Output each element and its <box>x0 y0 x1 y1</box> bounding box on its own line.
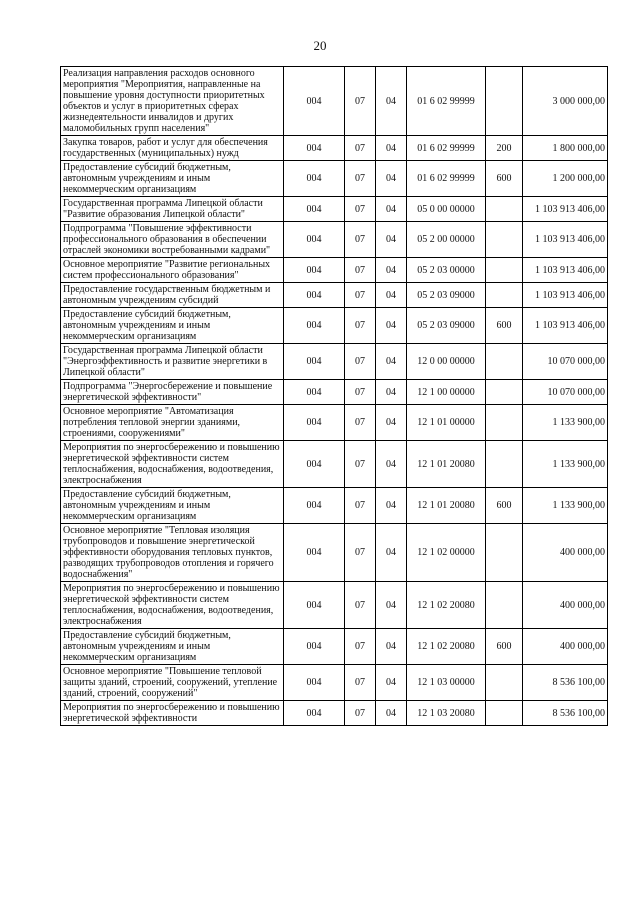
amount-cell: 1 103 913 406,00 <box>523 222 608 258</box>
subsection-code-cell: 04 <box>376 283 407 308</box>
ministry-code-cell: 004 <box>284 136 345 161</box>
subsection-code-cell: 04 <box>376 67 407 136</box>
section-code-cell: 07 <box>345 308 376 344</box>
target-article-code-cell: 05 2 03 00000 <box>407 258 486 283</box>
ministry-code-cell: 004 <box>284 308 345 344</box>
item-name-cell: Подпрограмма "Энергосбережение и повышение энергетической эффективности" <box>61 380 284 405</box>
expense-type-code-cell: 200 <box>486 136 523 161</box>
item-name-cell: Государственная программа Липецкой области "Энергоэффективность и развитие энергетики в Липецкой области" <box>61 344 284 380</box>
ministry-code-cell: 004 <box>284 283 345 308</box>
budget-table <box>60 66 608 726</box>
item-name-cell: Предоставление субсидий бюджетным, автономным учреждениям и иным некоммерческим организациям <box>61 488 284 524</box>
item-name-cell: Предоставление субсидий бюджетным, автономным учреждениям и иным некоммерческим организациям <box>61 308 284 344</box>
table-row <box>61 197 608 222</box>
subsection-code-cell: 04 <box>376 488 407 524</box>
expense-type-code-cell <box>486 582 523 629</box>
amount-cell: 400 000,00 <box>523 582 608 629</box>
section-code-cell: 07 <box>345 665 376 701</box>
item-name-cell: Основное мероприятие "Автоматизация потребления тепловой энергии зданиями, строениями, сооружениями" <box>61 405 284 441</box>
expense-type-code-cell <box>486 701 523 726</box>
amount-cell: 8 536 100,00 <box>523 701 608 726</box>
section-code-cell: 07 <box>345 405 376 441</box>
amount-cell: 1 200 000,00 <box>523 161 608 197</box>
ministry-code-cell: 004 <box>284 629 345 665</box>
subsection-code-cell: 04 <box>376 197 407 222</box>
subsection-code-cell: 04 <box>376 344 407 380</box>
item-name-cell: Предоставление субсидий бюджетным, автономным учреждениям и иным некоммерческим организациям <box>61 161 284 197</box>
ministry-code-cell: 004 <box>284 344 345 380</box>
expense-type-code-cell <box>486 441 523 488</box>
section-code-cell: 07 <box>345 222 376 258</box>
amount-cell: 1 133 900,00 <box>523 488 608 524</box>
expense-type-code-cell <box>486 67 523 136</box>
item-name-cell: Подпрограмма "Повышение эффективности профессионального образования в обеспечении отраслей экономики востребованными кадрами" <box>61 222 284 258</box>
table-row <box>61 308 608 344</box>
ministry-code-cell: 004 <box>284 222 345 258</box>
ministry-code-cell: 004 <box>284 67 345 136</box>
target-article-code-cell: 05 2 00 00000 <box>407 222 486 258</box>
item-name-cell: Мероприятия по энергосбережению и повышению энергетической эффективности <box>61 701 284 726</box>
section-code-cell: 07 <box>345 67 376 136</box>
item-name-cell: Предоставление государственным бюджетным и автономным учреждениям субсидий <box>61 283 284 308</box>
item-name-cell: Предоставление субсидий бюджетным, автономным учреждениям и иным некоммерческим организациям <box>61 629 284 665</box>
ministry-code-cell: 004 <box>284 161 345 197</box>
expense-type-code-cell <box>486 380 523 405</box>
table-row <box>61 488 608 524</box>
subsection-code-cell: 04 <box>376 380 407 405</box>
item-name-cell: Мероприятия по энергосбережению и повышению энергетической эффективности систем теплоснабжения, водоснабжения, водоотведения, электроснабжения <box>61 582 284 629</box>
item-name-cell: Закупка товаров, работ и услуг для обеспечения государственных (муниципальных) нужд <box>61 136 284 161</box>
subsection-code-cell: 04 <box>376 136 407 161</box>
expense-type-code-cell <box>486 524 523 582</box>
amount-cell: 1 103 913 406,00 <box>523 258 608 283</box>
table-row <box>61 405 608 441</box>
section-code-cell: 07 <box>345 380 376 405</box>
expense-type-code-cell <box>486 258 523 283</box>
subsection-code-cell: 04 <box>376 161 407 197</box>
amount-cell: 3 000 000,00 <box>523 67 608 136</box>
expense-type-code-cell: 600 <box>486 629 523 665</box>
expense-type-code-cell: 600 <box>486 488 523 524</box>
amount-cell: 1 800 000,00 <box>523 136 608 161</box>
expense-type-code-cell <box>486 222 523 258</box>
section-code-cell: 07 <box>345 283 376 308</box>
item-name-cell: Государственная программа Липецкой области "Развитие образования Липецкой области" <box>61 197 284 222</box>
table-row <box>61 582 608 629</box>
table-row <box>61 161 608 197</box>
subsection-code-cell: 04 <box>376 582 407 629</box>
subsection-code-cell: 04 <box>376 258 407 283</box>
target-article-code-cell: 01 6 02 99999 <box>407 67 486 136</box>
budget-table-body <box>61 67 608 726</box>
expense-type-code-cell <box>486 405 523 441</box>
target-article-code-cell: 12 1 01 00000 <box>407 405 486 441</box>
amount-cell: 400 000,00 <box>523 629 608 665</box>
subsection-code-cell: 04 <box>376 524 407 582</box>
subsection-code-cell: 04 <box>376 222 407 258</box>
amount-cell: 1 103 913 406,00 <box>523 197 608 222</box>
target-article-code-cell: 12 1 02 00000 <box>407 524 486 582</box>
section-code-cell: 07 <box>345 344 376 380</box>
section-code-cell: 07 <box>345 524 376 582</box>
ministry-code-cell: 004 <box>284 582 345 629</box>
subsection-code-cell: 04 <box>376 701 407 726</box>
expense-type-code-cell: 600 <box>486 308 523 344</box>
target-article-code-cell: 12 1 00 00000 <box>407 380 486 405</box>
ministry-code-cell: 004 <box>284 441 345 488</box>
section-code-cell: 07 <box>345 197 376 222</box>
expense-type-code-cell: 600 <box>486 161 523 197</box>
target-article-code-cell: 12 1 02 20080 <box>407 582 486 629</box>
item-name-cell: Основное мероприятие "Тепловая изоляция трубопроводов и повышение энергетической эффективности оборудования тепловых пунктов, разводящих трубопроводов отопления и горячего водоснабжения" <box>61 524 284 582</box>
ministry-code-cell: 004 <box>284 524 345 582</box>
section-code-cell: 07 <box>345 161 376 197</box>
table-row <box>61 665 608 701</box>
expense-type-code-cell <box>486 283 523 308</box>
target-article-code-cell: 12 1 01 20080 <box>407 441 486 488</box>
ministry-code-cell: 004 <box>284 405 345 441</box>
amount-cell: 1 133 900,00 <box>523 441 608 488</box>
target-article-code-cell: 12 1 02 20080 <box>407 629 486 665</box>
table-row <box>61 67 608 136</box>
table-row <box>61 136 608 161</box>
amount-cell: 400 000,00 <box>523 524 608 582</box>
target-article-code-cell: 01 6 02 99999 <box>407 161 486 197</box>
target-article-code-cell: 05 0 00 00000 <box>407 197 486 222</box>
amount-cell: 1 103 913 406,00 <box>523 283 608 308</box>
table-row <box>61 380 608 405</box>
table-row <box>61 283 608 308</box>
subsection-code-cell: 04 <box>376 629 407 665</box>
expense-type-code-cell <box>486 665 523 701</box>
amount-cell: 8 536 100,00 <box>523 665 608 701</box>
ministry-code-cell: 004 <box>284 197 345 222</box>
item-name-cell: Мероприятия по энергосбережению и повышению энергетической эффективности систем теплоснабжения, водоснабжения, водоотведения, электроснабжения <box>61 441 284 488</box>
amount-cell: 1 133 900,00 <box>523 405 608 441</box>
item-name-cell: Основное мероприятие "Повышение тепловой защиты зданий, строений, сооружений, утепление зданий, строений, сооружений" <box>61 665 284 701</box>
target-article-code-cell: 05 2 03 09000 <box>407 283 486 308</box>
target-article-code-cell: 12 1 01 20080 <box>407 488 486 524</box>
section-code-cell: 07 <box>345 629 376 665</box>
table-row <box>61 701 608 726</box>
amount-cell: 1 103 913 406,00 <box>523 308 608 344</box>
table-row <box>61 344 608 380</box>
expense-type-code-cell <box>486 344 523 380</box>
target-article-code-cell: 05 2 03 09000 <box>407 308 486 344</box>
table-row <box>61 258 608 283</box>
section-code-cell: 07 <box>345 488 376 524</box>
table-row <box>61 441 608 488</box>
subsection-code-cell: 04 <box>376 441 407 488</box>
ministry-code-cell: 004 <box>284 380 345 405</box>
item-name-cell: Основное мероприятие "Развитие региональных систем профессионального образования" <box>61 258 284 283</box>
section-code-cell: 07 <box>345 441 376 488</box>
subsection-code-cell: 04 <box>376 405 407 441</box>
expense-type-code-cell <box>486 197 523 222</box>
subsection-code-cell: 04 <box>376 665 407 701</box>
target-article-code-cell: 12 1 03 20080 <box>407 701 486 726</box>
subsection-code-cell: 04 <box>376 308 407 344</box>
item-name-cell: Реализация направления расходов основного мероприятия "Мероприятия, направленные на повышение уровня доступности приоритетных объектов и услуг в приоритетных сферах жизнедеятельности инвалидов и других маломобильных групп населения" <box>61 67 284 136</box>
section-code-cell: 07 <box>345 136 376 161</box>
table-row <box>61 629 608 665</box>
amount-cell: 10 070 000,00 <box>523 380 608 405</box>
page-number: 20 <box>313 38 327 53</box>
ministry-code-cell: 004 <box>284 701 345 726</box>
table-row <box>61 222 608 258</box>
table-row <box>61 524 608 582</box>
ministry-code-cell: 004 <box>284 665 345 701</box>
target-article-code-cell: 01 6 02 99999 <box>407 136 486 161</box>
section-code-cell: 07 <box>345 701 376 726</box>
target-article-code-cell: 12 1 03 00000 <box>407 665 486 701</box>
target-article-code-cell: 12 0 00 00000 <box>407 344 486 380</box>
amount-cell: 10 070 000,00 <box>523 344 608 380</box>
section-code-cell: 07 <box>345 258 376 283</box>
ministry-code-cell: 004 <box>284 258 345 283</box>
ministry-code-cell: 004 <box>284 488 345 524</box>
section-code-cell: 07 <box>345 582 376 629</box>
